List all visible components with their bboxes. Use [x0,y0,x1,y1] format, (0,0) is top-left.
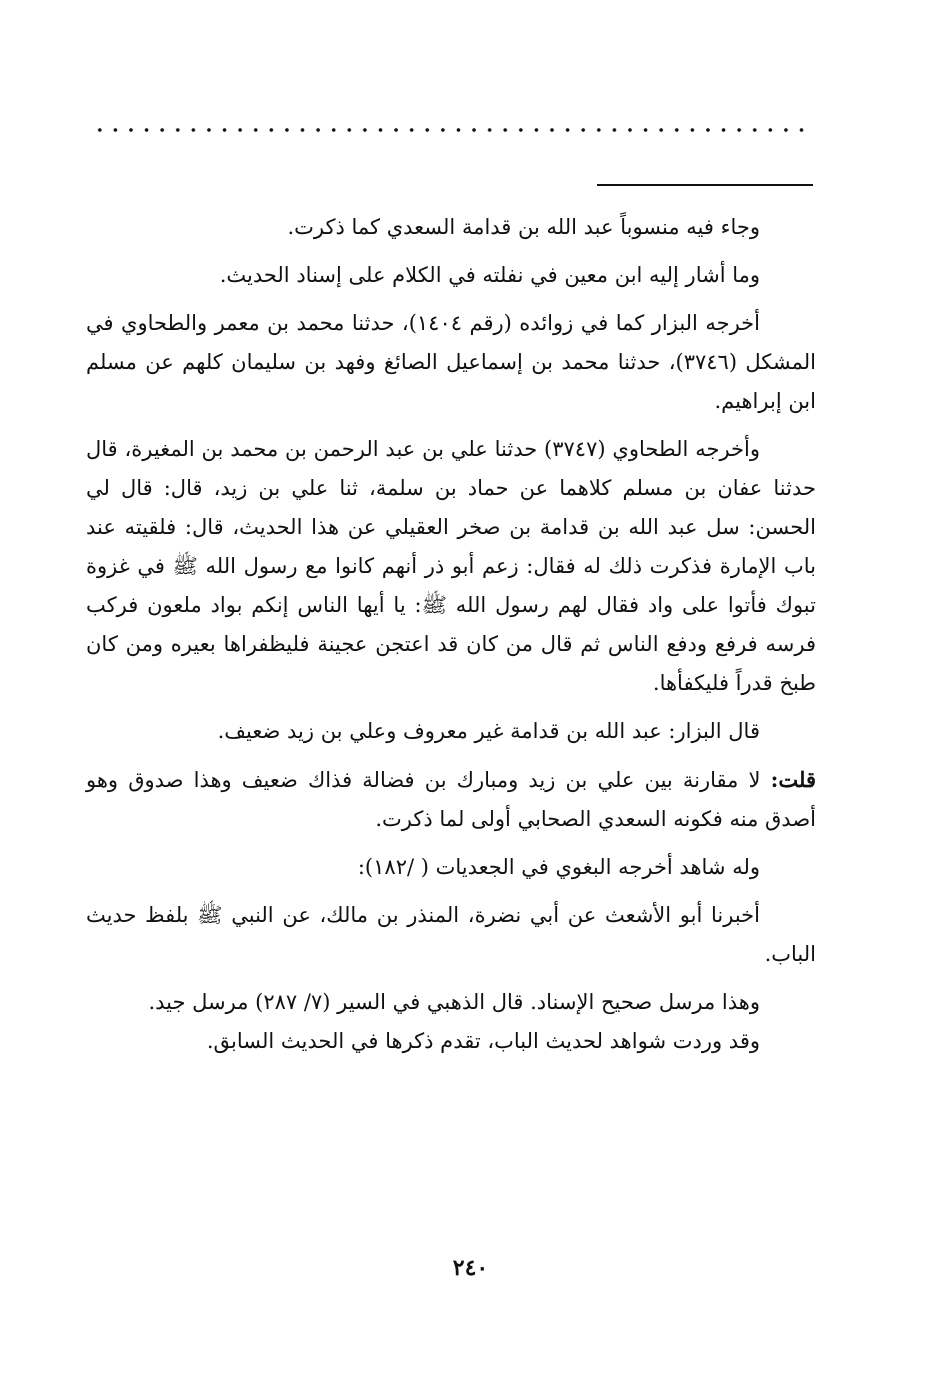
paragraph-1: وجاء فيه منسوباً عبد الله بن قدامة السعدي كما ذكرت. [287,215,760,239]
paragraph-10: وقد وردت شواهد لحديث الباب، تقدم ذكرها في الحديث السابق. [206,1029,760,1053]
paragraph-8: أخبرنا أبو الأشعث عن أبي نضرة، المنذر بن مالك، عن النبي ﷺ بلفظ حديث الباب. [86,903,816,966]
paragraph-6 [86,760,816,839]
paragraph-6-lead: قلت: [770,767,816,792]
footnote-rule [597,184,813,186]
paragraph-7: وله شاهد أخرجه البغوي في الجعديات ( /١٨٢): [357,855,760,879]
paragraph-6-text: لا مقارنة بين علي بن زيد ومبارك بن فضالة فذاك ضعيف وهذا صدوق وهو أصدق منه فكونه السعدي الصحابي أولى لما ذكرت. [86,768,816,831]
paragraph-4: وأخرجه الطحاوي (٣٧٤٧) حدثنا علي بن عبد الرحمن بن محمد بن المغيرة، قال حدثنا عفان بن مسلم كلاهما عن حماد بن سلمة، ثنا علي بن زيد، قال: قال لي الحسن: سل عبد الله بن قدامة بن صخر العقيلي عن هذا الحديث، قال: فلقيته عند باب الإمارة فذكرت ذلك له فقال: زعم أبو ذر أنهم كانوا مع رسول الله ﷺ في غزوة تبوك فأتوا على واد فقال لهم رسول الله ﷺ: يا أيها الناس إنكم بواد ملعون فركب فرسه فرفع ودفع الناس ثم قال من كان قد اعتجن عجينة فليظفراها بعيره ومن كان طبخ قدراً فليكفأها. [86,437,816,695]
paragraph-5: قال البزار: عبد الله بن قدامة غير معروف وعلي بن زيد ضعيف. [217,719,760,743]
dotted-separator [92,124,814,136]
paragraph-3: أخرجه البزار كما في زوائده (رقم ١٤٠٤)، حدثنا محمد بن معمر والطحاوي في المشكل (٣٧٤٦)، حدثنا محمد بن إسماعيل الصائغ وفهد بن سليمان كلهم عن مسلم ابن إبراهيم. [86,311,816,413]
body-text [86,208,816,1061]
paragraph-9: وهذا مرسل صحيح الإسناد. قال الذهبي في السير (٧/ ٢٨٧) مرسل جيد. [148,990,760,1014]
paragraph-2: وما أشار إليه ابن معين في نفلته في الكلام على إسناد الحديث. [219,263,760,287]
page-number: ٢٤٠ [452,1255,489,1281]
